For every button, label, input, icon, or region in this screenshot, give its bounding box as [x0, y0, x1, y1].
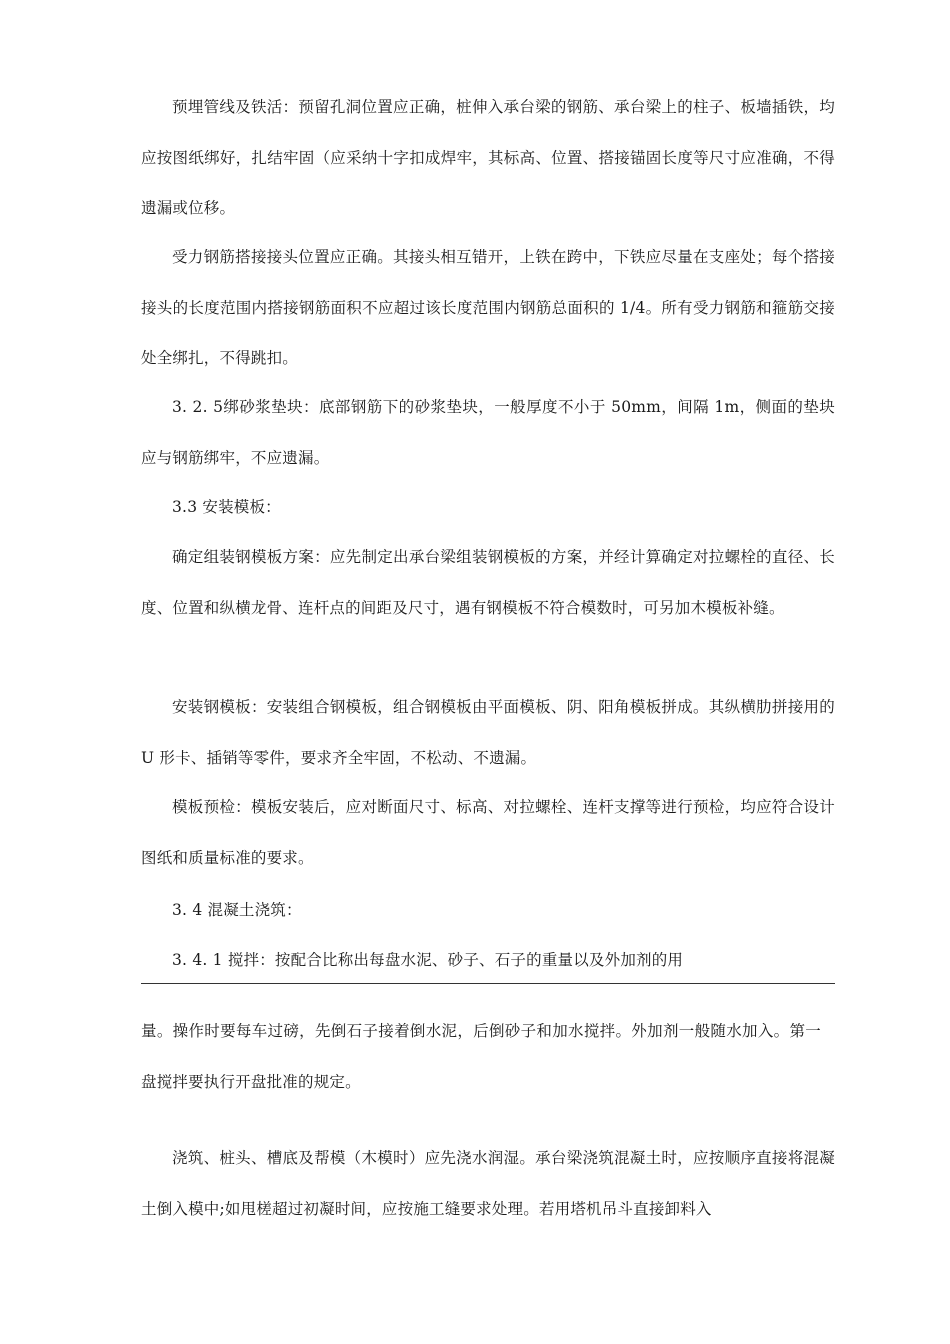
paragraph-mortar-blocks: 3. 2. 5绑砂浆垫块：底部钢筋下的砂浆垫块，一般厚度不小于 50mm，间隔 1m，侧面的垫块应与钢筋绑牢，不应遗漏。: [141, 398, 835, 467]
paragraph-rebar-splices: 受力钢筋搭接接头位置应正确。其接头相互错开，上铁在跨中，下铁应尽量在支座处；每个搭接接头的长度范围内搭接钢筋面积不应超过该长度范围内钢筋总面积的 1/4。所有受力钢筋和箍筋交接处全绑扎，不得跳扣。: [141, 248, 835, 367]
section-heading-formwork: 3.3 安装模板：: [172, 498, 281, 516]
paragraph-formwork-inspection: 模板预检：模板安装后，应对断面尺寸、标高、对拉螺栓、连杆支撑等进行预检，均应符合设计图纸和质量标准的要求。: [141, 798, 835, 867]
paragraph-formwork-plan: 确定组装钢模板方案：应先制定出承台梁组装钢模板的方案，并经计算确定对拉螺栓的直径、长度、位置和纵横龙骨、连杆点的间距及尺寸，遇有钢模板不符合模数时，可另加木模板补缝。: [141, 548, 835, 617]
section-heading-concrete: 3. 4 混凝土浇筑：: [172, 901, 302, 919]
paragraph-mixing: 3. 4. 1 搅拌：按配合比称出每盘水泥、砂子、石子的重量以及外加剂的用: [172, 951, 684, 969]
paragraph-install-formwork: 安装钢模板：安装组合钢模板，组合钢模板由平面模板、阴、阳角模板拼成。其纵横肋拼接用的 U 形卡、插销等零件，要求齐全牢固，不松动、不遗漏。: [141, 698, 835, 767]
paragraph-embedded-pipes: 预埋管线及铁活：预留孔洞位置应正确，桩伸入承台梁的钢筋、承台梁上的柱子、板墙插铁，均应按图纸绑好，扎结牢固（应采纳十字扣成焊牢，其标高、位置、搭接锚固长度等尺寸应准确，不得遗漏或位移。: [141, 98, 835, 217]
page-divider: [141, 983, 835, 984]
paragraph-pouring: 浇筑、桩头、槽底及帮模（木模时）应先浇水润湿。承台梁浇筑混凝土时，应按顺序直接将混凝土倒入模中;如甩槎超过初凝时间，应按施工缝要求处理。若用塔机吊斗直接卸料入: [141, 1149, 835, 1218]
paragraph-mixing-continued: 量。操作时要每车过磅，先倒石子接着倒水泥，后倒砂子和加水搅拌。外加剂一般随水加入。第一盘搅拌要执行开盘批准的规定。: [141, 1022, 821, 1091]
